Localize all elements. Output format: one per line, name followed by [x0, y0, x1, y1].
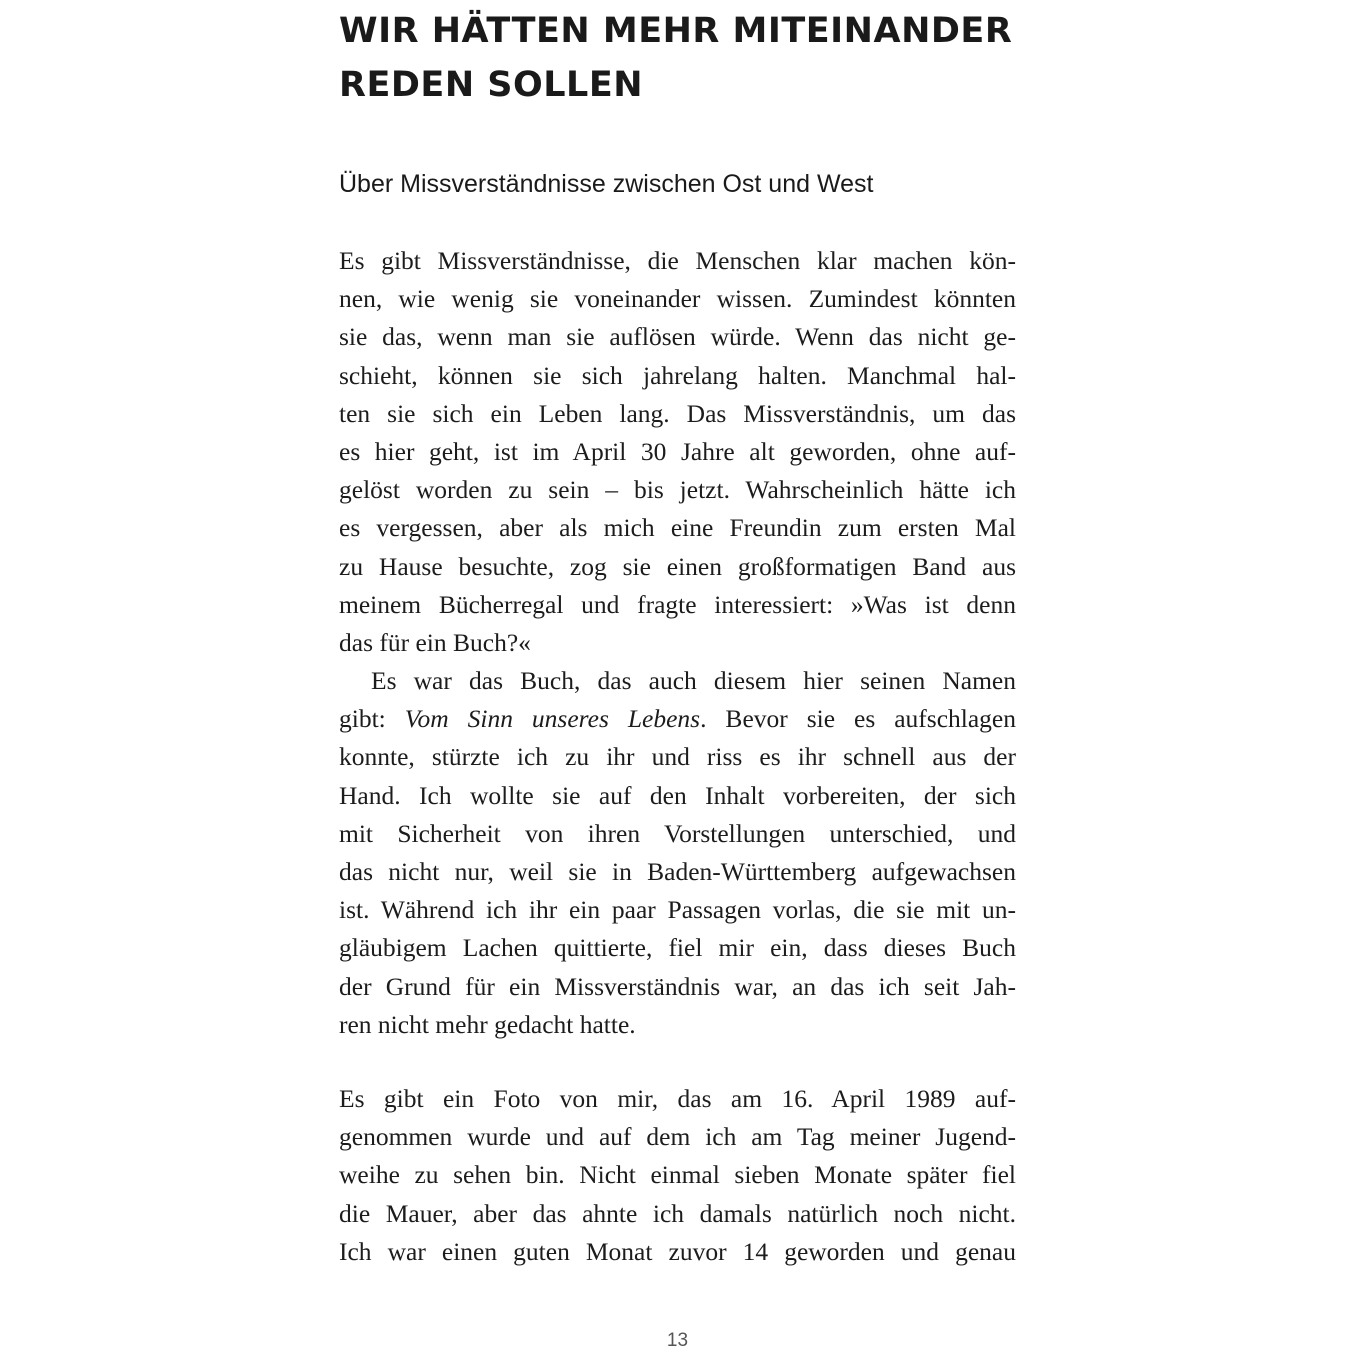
text-line: meinem Bücherregal und fragte interessiert: »Was ist denn: [339, 589, 1016, 619]
text-line: ren nicht mehr gedacht hatte.: [339, 1009, 636, 1039]
text-line-with-book-title: [339, 700, 1016, 738]
text-line: gläubigem Lachen quittierte, fiel mir ein, dass dieses Buch: [339, 933, 1016, 963]
text-line: Hand. Ich wollte sie auf den Inhalt vorbereiten, der sich: [339, 780, 1016, 810]
text-line: das für ein Buch?«: [339, 627, 531, 657]
text-line: konnte, stürzte ich zu ihr und riss es ihr schnell aus der: [339, 742, 1016, 772]
text-line: der Grund für ein Missverständnis war, an das ich seit Jah-: [339, 971, 1016, 1001]
chapter-title: [339, 4, 1012, 112]
text-line: Ich war einen guten Monat zuvor 14 geworden und genau: [339, 1236, 1016, 1266]
text-line: Es gibt Missverständnisse, die Menschen klar machen kön-: [339, 246, 1016, 275]
text-line: mit Sicherheit von ihren Vorstellungen unterschied, und: [339, 818, 1016, 848]
text-line: zu Hause besuchte, zog sie einen großformatigen Band aus: [339, 551, 1016, 581]
text-line: Es gibt ein Foto von mir, das am 16. April 1989 auf-: [339, 1084, 1016, 1113]
text-line: Es war das Buch, das auch diesem hier seinen Namen: [371, 666, 1016, 696]
chapter-subtitle: Über Missverständnisse zwischen Ost und West: [339, 170, 874, 198]
page-number: 13: [666, 1330, 689, 1351]
text-line: genommen wurde und auf dem ich am Tag meiner Jugend-: [339, 1122, 1016, 1152]
text-fragment: . Bevor sie es aufschlagen: [700, 704, 1016, 734]
book-page: [339, 0, 1016, 1352]
chapter-title-line-1: WIR HÄTTEN MEHR MITEINANDER: [339, 11, 1013, 51]
body-text-block-2: [339, 1080, 1016, 1271]
text-line: ist. Während ich ihr ein paar Passagen vorlas, die sie mit un-: [339, 895, 1016, 925]
text-line: die Mauer, aber das ahnte ich damals natürlich noch nicht.: [339, 1198, 1016, 1228]
text-line: das nicht nur, weil sie in Baden-Württemberg aufgewachsen: [339, 857, 1016, 886]
text-line: schieht, können sie sich jahrelang halten. Manchmal hal-: [339, 360, 1016, 390]
text-line: es vergessen, aber als mich eine Freundin zum ersten Mal: [339, 513, 1016, 543]
text-line: nen, wie wenig sie voneinander wissen. Zumindest könnten: [339, 284, 1016, 314]
body-text-block-1: [339, 242, 1016, 1044]
text-line: weihe zu sehen bin. Nicht einmal sieben Monate später fiel: [339, 1160, 1016, 1190]
text-line: gelöst worden zu sein – bis jetzt. Wahrscheinlich hätte ich: [339, 475, 1016, 505]
text-line: es hier geht, ist im April 30 Jahre alt geworden, ohne auf-: [339, 436, 1016, 466]
text-line: ten sie sich ein Leben lang. Das Missverständnis, um das: [339, 398, 1016, 428]
text-fragment: gibt:: [339, 704, 405, 734]
book-title: Vom Sinn unseres Lebens: [404, 704, 701, 734]
text-line: sie das, wenn man sie auflösen würde. Wenn das nicht ge-: [339, 322, 1016, 352]
chapter-title-line-2: REDEN SOLLEN: [339, 65, 644, 105]
